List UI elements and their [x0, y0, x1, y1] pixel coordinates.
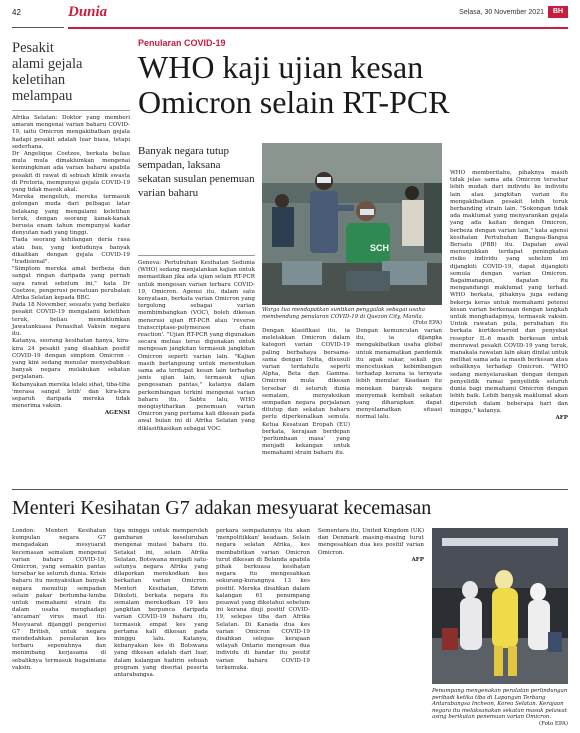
page-number: 42 — [12, 8, 21, 17]
second-column-1: London: Menteri Kesihatan kumpulan negara G7 mengadakan mesyuarat kecemasan semalam mengenai varian baharu COVID-19, Omicron, yang semakin pantas tersebar ke seluruh dunia. Krisis baharu itu menyaksikan banyak negara menutup sempadan selain pakar berlumba-lumba untuk memahami strain itu dalam usaha menghadapi 'ancaman' virus maut itu. Mesyuarat dijanggil pengerusi G7 British, untuk negara mendedahkan penularan kes terbaru sepenuhnya dan menimbang kerjasama di sebaliknya termasuk bagaimana vaksin. — [12, 528, 106, 671]
sidebar-headline-line: Pesakit — [12, 40, 54, 56]
sidebar-paragraph: Dr Angelique Coetzee, berkata beliau mula mula dimaklumkan mengenai kemungkinan ada varian baharu apabila pesakit di rawat di sebuah klinik swasta di Pretoria, mempunyai gejala COVID-19 yang tidak masuk akal. — [12, 151, 130, 194]
sidebar-headline — [12, 40, 130, 104]
sidebar-paragraph: "Simptom mereka amat berbeza dan sangat ringan daripada yang pernah saya rawat sebelum ini," kata Dr Coetzee, pengerusi persatuan perubatan Afrika Selatan kepada BBC. — [12, 266, 130, 302]
main-photo-credit: (Foto EPA) — [413, 320, 442, 327]
second-column-3: perkara sempadannya itu akan 'menpolitikkan' keadaan. Selain negara selatan Afrika, kes membabitkan varian Omicron turut dikesan di Belanda apabila pihak berkuasa kesihatan negara itu mengesahkan sekurang-kurangnya 13 kes positif. Mereka disahkan dalam kalangan 61 penumpang pesawat yang diketahui sebelum ini kerana diuji positif COVID-19, selepas tiba dari Afrika Selatan. Di Kanada dua kes varian Omicron COVID-19 disahkan selepas kerajaan wilayah Ontario mengesan dua individu di bandar itu positif varian baharu COVID-19 terkemuka. — [216, 528, 310, 671]
second-column-2: tiga minggu untuk memperoleh gambaran keseluruhan mengenai mutasi baharu itu. Setakat ini, selain Afrika Selatan, Botswana menjadi satu-satunya negara Afrika yang dilaporkan merekodkan kes berkaitan varian Omicron. Menteri Kesihatan, Edwin Dikoloti, berkata negara itu semalam merekodkan 19 kes jangkitan berpunca daripada varian COVID-19 baharu itu, termasuk empat kes yang pertama kali dikesan pada minggu lalu. Katanya, kebanyakan kes di Botswana yang dikesan adalah dari luar, dalam kalangan hadirin sebuah program yang disertai peserta antarabangsa. — [114, 528, 208, 679]
second-photo-credit: (Foto EPA) — [539, 720, 568, 727]
second-headline: Menteri Kesihatan G7 adakan mesyuarat kecemasan — [12, 497, 432, 519]
main-photo-caption — [262, 307, 442, 327]
second-column-4-text: Sementara itu, United Kingdom (UK) dan Denmark masing-masing turut mengesahkan dua kes positif varian Omicron. — [318, 528, 424, 556]
main-credit: AFP — [555, 414, 568, 421]
sidebar-paragraph: Tiada seorang kehilangan deria rasa atau bau, yang kedudunya banyak dikaitkan dengan gejala COVID-19 "tradisional". — [12, 237, 130, 266]
main-headline-line: WHO kaji ujian kesan — [138, 49, 424, 85]
story-divider — [12, 489, 568, 490]
main-kicker: Penularan COVID-19 — [138, 38, 226, 48]
main-column-3: Dengan kemunculan varian itu, ia dijangka mengakibatkan usaha global untuk menamatkan pandemik itu agak sukar, sekali gus mencetuskan kebimbangan terhadap kerana ia ternyata lebih menular. Keadaan itu menekan banyak negara menyemak kembali sekatan yang diharapkan dapat menyelamatkan situasi normal lalu. — [356, 328, 442, 421]
sidebar-paragraph: Katanya, seorang kesihatan hanya, kira-kira 24 pesakit yang disahkan positif COVID-19 dengan simptom Omicron - yang kini sedang menular menyebabkan banyak negara melakukan sekatan perjalanan. — [12, 338, 130, 381]
header-rule — [68, 27, 568, 29]
airport-photo-illustration — [432, 528, 568, 684]
main-photo — [262, 143, 442, 305]
section-title: Dunia — [68, 4, 108, 20]
sidebar-headline-line: alami gejala — [12, 56, 83, 72]
sidebar-paragraph: Pada 18 November, sesuatu yang berlaku pesakit COVID-19 mengalami keletihan teruk, beliau memaklumkan Jawatankuasa Penasihat Vaksin negara itu. — [12, 302, 130, 338]
shirt-print: SCH — [370, 243, 390, 253]
issue-date: Selasa, 30 November 2021 — [459, 9, 544, 16]
main-column-4 — [450, 170, 568, 422]
main-deck: Banyak negara tutup sempadan, laksana sekatan susulan penemuan varian baharu — [138, 145, 255, 199]
second-photo-caption — [432, 688, 568, 728]
logo: BH — [548, 6, 568, 18]
sidebar-paragraph: Kebanyakan mereka lelaki sihat, tiba-tiba 'merasa sangat letih' dan kira-kira separuh daripada mereka tidak menerima vaksin. — [12, 381, 130, 410]
sidebar-story — [12, 40, 130, 418]
sidebar-paragraph: Afrika Selatan: Doktor yang memberi amaran mengenai varian baharu COVID-19, iaitu Omicron mengakibatkan gejala hadapi pesakit adalah luar biasa, tetapi sederhana. — [12, 115, 130, 150]
deck-rule — [138, 255, 255, 256]
sidebar-headline-line: keletihan — [12, 72, 66, 88]
sidebar-headline-line: melampau — [12, 88, 73, 104]
main-column-4-text: WHO memberitahu, pihaknya masih tidak jelas sama ada Omicron tersebar lebih mudah dari individu ke individu lain atau jangkitan varian itu mengakibatkan pesakit lebih teruk berbanding strain lain. "Sokongan tidak ada maklumat yang menyarankan gejala yang ada kaitan dengan Omicron, berbeza dengan varian lain," kata agensi kesihatan Pertubuhan Bangsa-Bangsa Bersatu (PBB) itu. Dapatan awal menunjukkan terdapat peningkatan risiko individu yang sebelum ini dijangkiti COVID-19, dapat dijangkiti semula dengan varian Omicron. Bagaimanapun, dapatan itu mengandungi maklumat yang terhad. WHO berkata, pihaknya juga sedang bekerja keras untuk memahami potensi kesan varian berkenaan dengan langkah untuk menghadapinya, termasuk vaksin. Untuk rawatan pula, perubahan itu berkata kortikosteroid dan penyekat reseptor IL-6 masih berkesan untuk menrawat pesakit COVID-19 yang teruk, manakala rawatan lain akan dinilai untuk melihat sama ada ia masih berkesan atau sebaliknya terhadap Omicron. "WHO sedang menyelaraskan dengan dengan penyelidik ramai penyelidik seluruh dunia bagi memahami Omicron dengan lebih baik. Lebih banyak maklumat akan diperoleh dalam beberapa hari dan minggu," katanya. — [450, 170, 568, 414]
main-headline — [138, 50, 558, 120]
second-photo — [432, 528, 568, 684]
second-photo-caption-text: Penumpang mengenakan peralatan perlindungan peribadi ketika tiba di Lapangan Terbang Antarabangsa Incheon, Korea Selatan. Kerajaan negara itu melaksanakan sekatan masuk pelawat asing berikutan penemuan varian Omicron. — [432, 688, 568, 721]
sidebar-rule — [12, 110, 130, 111]
second-column-4 — [318, 528, 424, 564]
main-column-2: Dengan klasifikasi itu, ia meletakkan Omicron dalam kategori varian COVID-19 paling berbahaya bersama-sama dengan Delta, disusuli varian terdahulu seperti Alpha, Beta dan Gamma. Omicron mula dikesan tersebar di seluruh dunia semalam, menyaksikan sempadan negara perjalanan ditutup dan sekatan baharu perlu diperkenalkan semula. Ketua Kesatuan Eropah (EU) berkata, kerajaan berdepan 'perlumbaan masa' yang menjadi kekangan untuk memahami strain baharu itu. — [262, 328, 350, 457]
header-rule-left — [12, 27, 64, 28]
main-column-1: Geneva: Pertubuhan Kesihatan Sedunia (WHO) sedang menjalankan kajian untuk memastikan jika ada ujian selain RT-PCR untuk mengesan varian terbaru COVID-19, Omicron. Agensi itu, dalam satu kenyataan, berkata varian Omicron yang tergolong sebagai varian membimbangkan (VOC), boleh dikesan menerusi ujian RT-PCR atau 'reverse transcriptase-polymerase chain reaction'. "Ujian RT-PCR yang digunakan secara meluas terus digunakan untuk mengesan jangkitan termasuk jangkitan Omicron seperti varian lain. "Kajian masih berlangsung untuk menentukan sama ada terdapat kesan lain terhadap jenis ujian lain, termasuk ujian pengesanan pantas," katanya dalam perkembangan terkini mengenai varian baharu itu. Sabtu lalu, WHO mengisytiharkan penemuan varian Omicron yang pertama kali dikesan pada awal bulan ini di Afrika Selatan yang diklasifikasikan sebagai VOC. — [138, 260, 255, 432]
page-header — [0, 0, 580, 28]
main-headline-line: Omicron selain RT-PCR — [138, 84, 450, 120]
vaccination-photo-illustration — [262, 143, 442, 305]
sidebar-body — [12, 115, 130, 418]
main-photo-caption-text: Warga tua mendapatkan suntikan penggalak sebagai usaha membendung penularan COVID-19 di Quezon City, Manila. — [262, 307, 426, 320]
second-credit: AFP — [411, 556, 424, 563]
sidebar-paragraph: Mereka mengeluh, mereka termasuk golongan muda dari pelbagai latar belakang yang mengalami keletihan teruk, dengan seorang kanak-kanak berusia enam tahun mempunyai kadar denyutan nadi yang tinggi. — [12, 194, 130, 237]
sidebar-credit: AGENSI — [104, 410, 130, 417]
